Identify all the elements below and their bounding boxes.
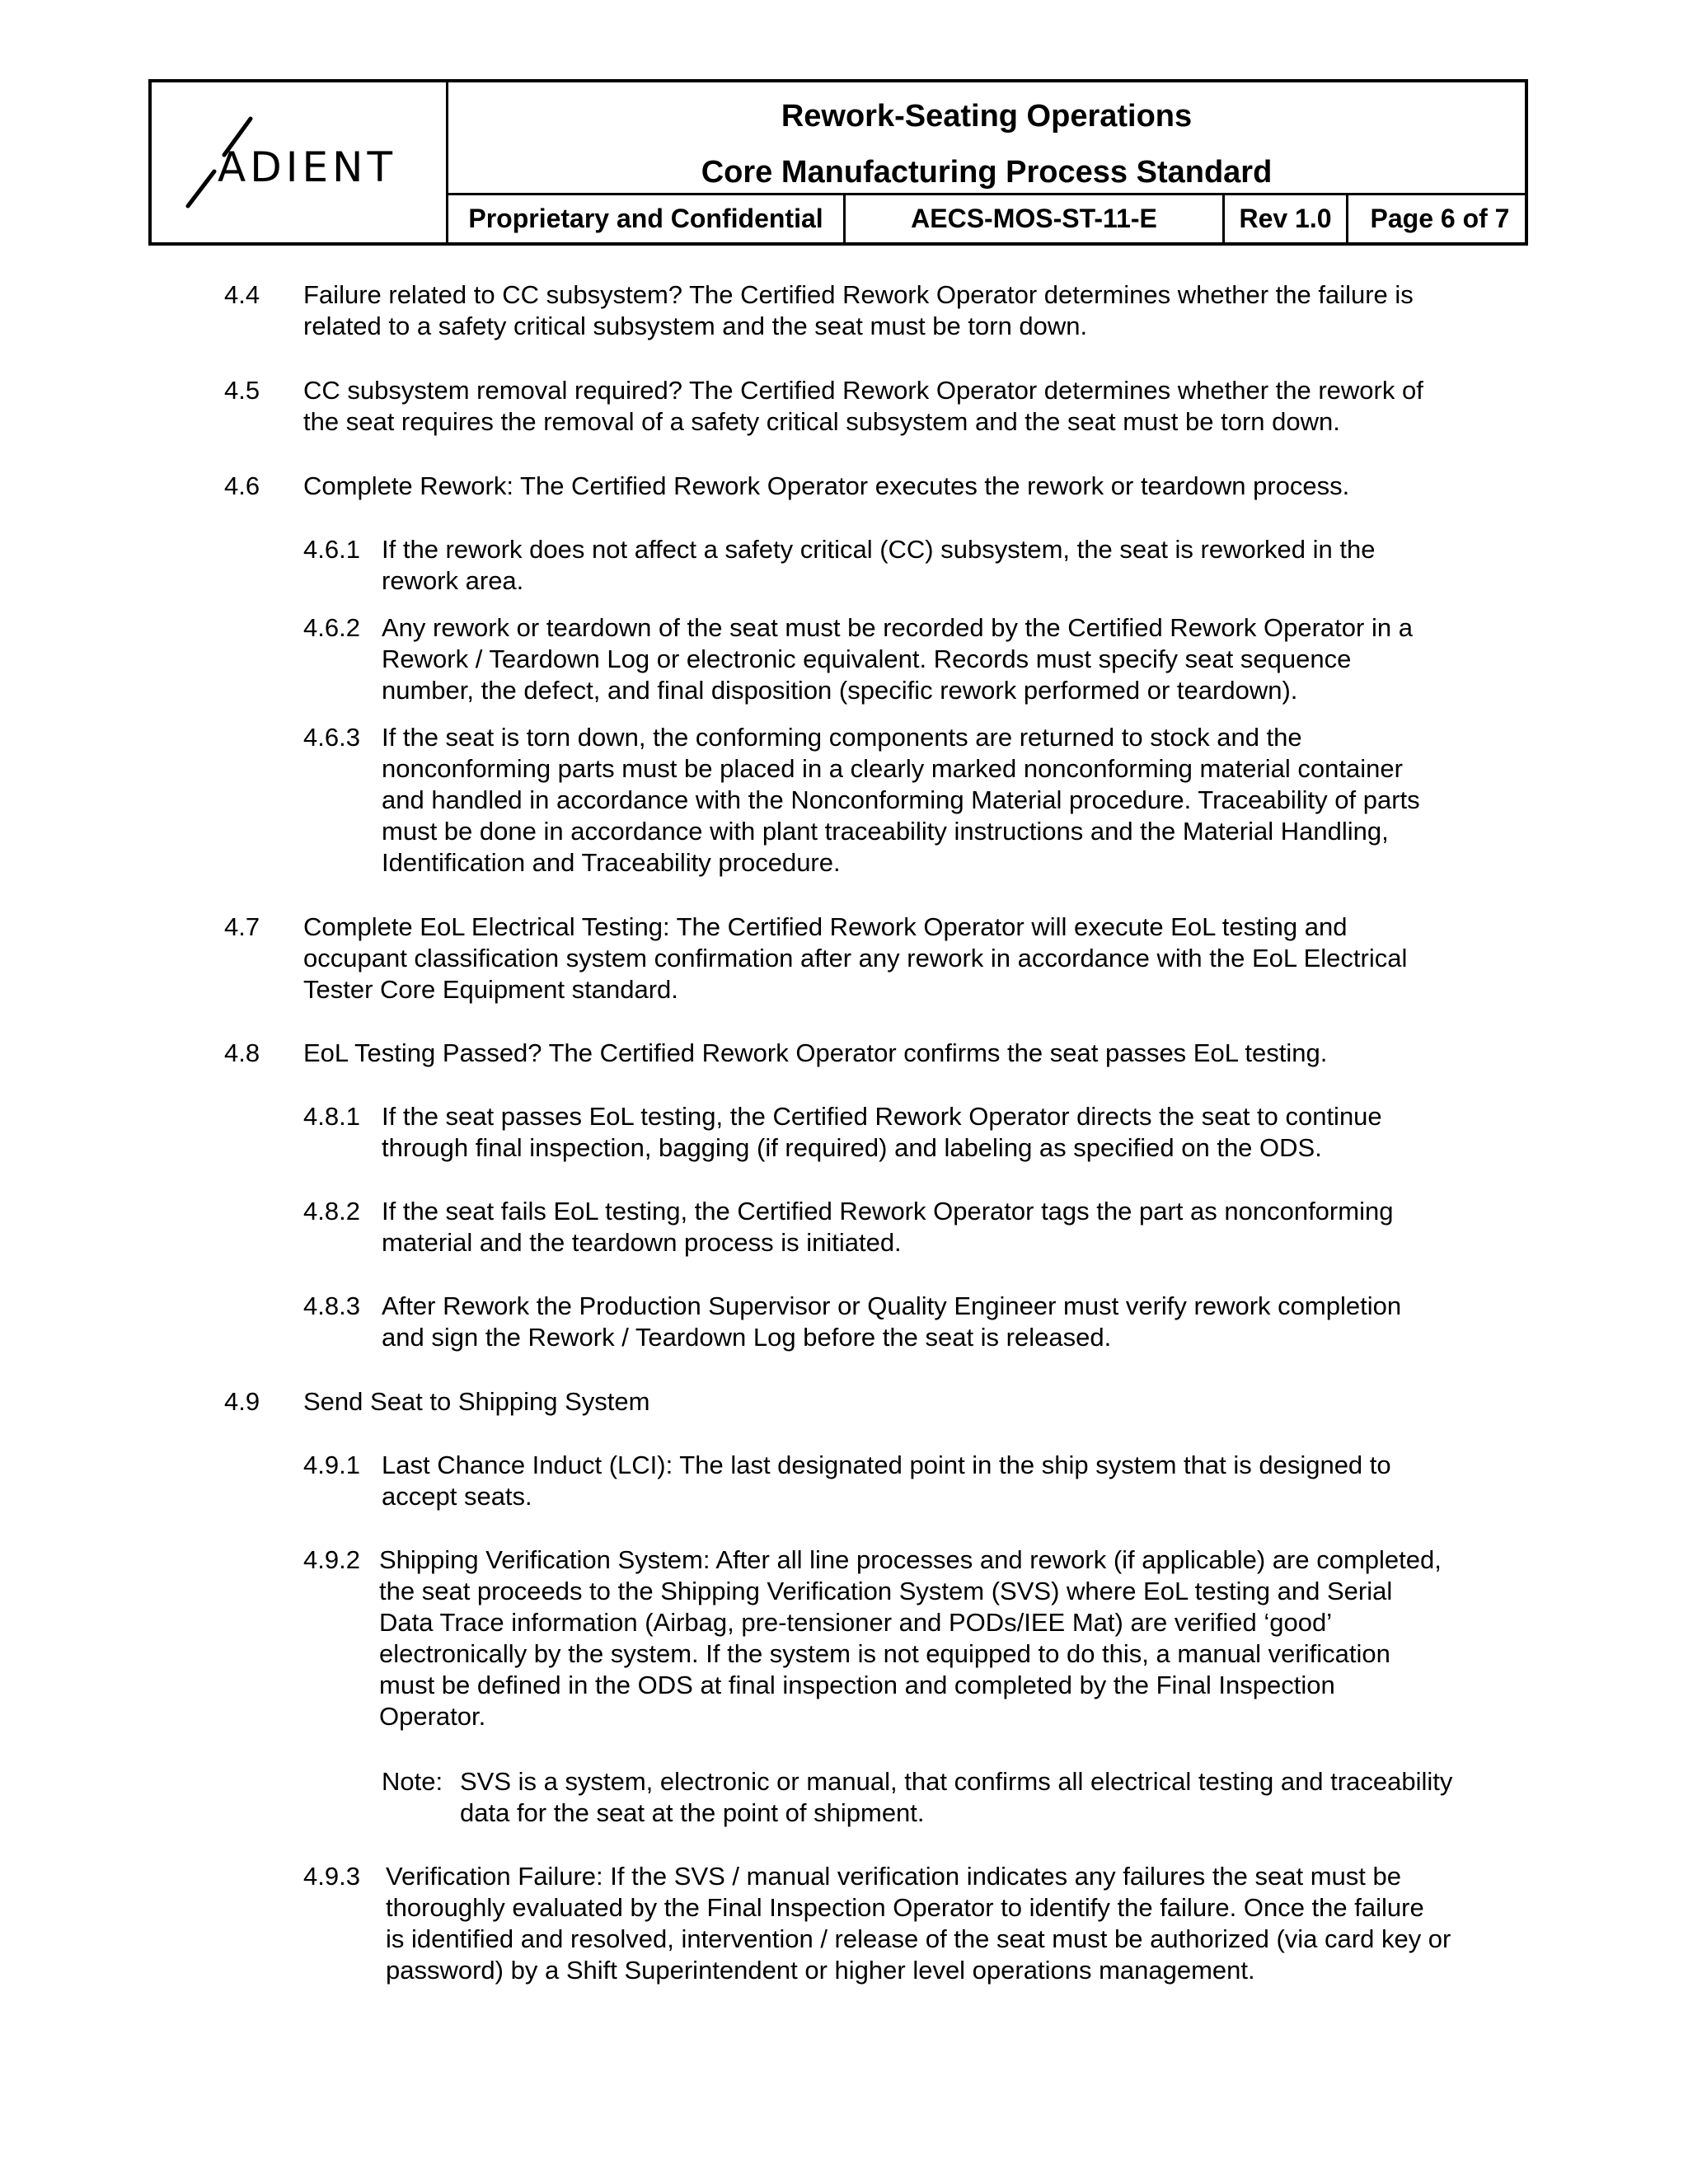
section-number: 4.8.3: [303, 1291, 360, 1320]
section-number: 4.6.1: [303, 535, 360, 564]
section-text-line: Verification Failure: If the SVS / manual verification indicates any failures the seat must be: [386, 1862, 1402, 1891]
title-area: [448, 82, 1525, 195]
section-text-line: CC subsystem removal required? The Certified Rework Operator determines whether the rework of: [303, 376, 1423, 405]
section-number: 4.7: [224, 912, 260, 941]
section-text-line: nonconforming parts must be placed in a clearly marked nonconforming material container: [382, 754, 1403, 783]
confidentiality-label: Proprietary and Confidential: [448, 195, 846, 242]
section-text-line: After Rework the Production Supervisor or Quality Engineer must verify rework completion: [382, 1291, 1402, 1320]
section-text-line: Shipping Verification System: After all line processes and rework (if applicable) are completed,: [379, 1545, 1442, 1574]
section-number: 4.5: [224, 376, 260, 405]
document-info-row: [448, 195, 1525, 242]
section-number: 4.6.3: [303, 723, 360, 752]
section-text-line: If the seat is torn down, the conforming components are returned to stock and the: [382, 723, 1302, 752]
section-text-line: related to a safety critical subsystem and the seat must be torn down.: [303, 312, 1088, 340]
section-text-line: the seat requires the removal of a safety critical subsystem and the seat must be torn down.: [303, 407, 1340, 436]
document-number: AECS-MOS-ST-11-E: [846, 195, 1225, 242]
section-number: 4.9: [224, 1387, 260, 1416]
section-text-line: through final inspection, bagging (if required) and labeling as specified on the ODS.: [382, 1133, 1322, 1162]
section-text-line: password) by a Shift Superintendent or higher level operations management.: [386, 1956, 1255, 1985]
section-text-line: If the seat fails EoL testing, the Certified Rework Operator tags the part as nonconforming: [382, 1197, 1394, 1226]
section-number: 4.6.2: [303, 613, 360, 642]
section-number: 4.9.3: [303, 1862, 360, 1891]
section-text-line: must be defined in the ODS at final inspection and completed by the Final Inspection: [379, 1671, 1335, 1699]
section-text-line: number, the defect, and final disposition (specific rework performed or teardown).: [382, 676, 1298, 705]
section-text-line: and handled in accordance with the Nonconforming Material procedure. Traceability of parts: [382, 785, 1420, 814]
section-text-line: and sign the Rework / Teardown Log before the seat is released.: [382, 1323, 1112, 1352]
section-text-line: Tester Core Equipment standard.: [303, 975, 678, 1004]
section-text-line: Rework / Teardown Log or electronic equivalent. Records must specify seat sequence: [382, 644, 1352, 673]
section-number: 4.9.2: [303, 1545, 360, 1574]
section-text-line: EoL Testing Passed? The Certified Rework Operator confirms the seat passes EoL testing.: [303, 1038, 1328, 1067]
adient-logo: ADIENT: [218, 143, 396, 191]
page-number: Page 6 of 7: [1370, 204, 1510, 233]
revision-label: Rev 1.0: [1225, 195, 1348, 242]
section-text-line: Any rework or teardown of the seat must be recorded by the Certified Rework Operator in a: [382, 613, 1413, 642]
section-text-line: material and the teardown process is initiated.: [382, 1228, 902, 1257]
section-text-line: the seat proceeds to the Shipping Verification System (SVS) where EoL testing and Serial: [379, 1577, 1393, 1605]
section-text-line: occupant classification system confirmation after any rework in accordance with the EoL Electrical: [303, 944, 1408, 972]
section-text-line: Last Chance Induct (LCI): The last designated point in the ship system that is designed to: [382, 1451, 1391, 1479]
logo-cell: [152, 82, 448, 242]
section-text-line: is identified and resolved, intervention / release of the seat must be authorized (via card key or: [386, 1924, 1451, 1953]
section-number: 4.4: [224, 280, 260, 309]
section-text-line: Complete Rework: The Certified Rework Operator executes the rework or teardown process.: [303, 471, 1350, 500]
section-number: 4.6: [224, 471, 260, 500]
section-text-line: Complete EoL Electrical Testing: The Certified Rework Operator will execute EoL testing and: [303, 912, 1348, 941]
section-text-line: Operator.: [379, 1702, 486, 1731]
section-number: 4.9.1: [303, 1451, 360, 1479]
section-number: 4.8.2: [303, 1197, 360, 1226]
document-title: Rework-Seating Operations: [781, 99, 1193, 134]
section-number: 4.8.1: [303, 1102, 360, 1131]
section-text-line: thoroughly evaluated by the Final Inspection Operator to identify the failure. Once the failure: [386, 1893, 1424, 1922]
section-text-line: If the seat passes EoL testing, the Certified Rework Operator directs the seat to continue: [382, 1102, 1382, 1131]
section-text-line: SVS is a system, electronic or manual, that confirms all electrical testing and traceability: [460, 1767, 1453, 1796]
section-text-line: rework area.: [382, 566, 524, 595]
section-text-line: electronically by the system. If the system is not equipped to do this, a manual verification: [379, 1639, 1390, 1668]
section-text-line: must be done in accordance with plant traceability instructions and the Material Handling,: [382, 817, 1389, 846]
section-text-line: If the rework does not affect a safety critical (CC) subsystem, the seat is reworked in the: [382, 535, 1376, 564]
section-text-line: Failure related to CC subsystem? The Certified Rework Operator determines whether the failure is: [303, 280, 1414, 309]
section-text-line: data for the seat at the point of shipment.: [460, 1798, 925, 1827]
section-text-line: Identification and Traceability procedure.: [382, 848, 841, 877]
section-text-line: accept seats.: [382, 1482, 532, 1511]
document-subtitle: Core Manufacturing Process Standard: [701, 155, 1273, 190]
document-header: [148, 79, 1528, 246]
section-text-line: Send Seat to Shipping System: [303, 1387, 650, 1416]
section-number: 4.8: [224, 1038, 260, 1067]
section-text-line: Data Trace information (Airbag, pre-tensioner and PODs/IEE Mat) are verified ‘good’: [379, 1608, 1333, 1637]
section-number: Note:: [382, 1767, 443, 1796]
